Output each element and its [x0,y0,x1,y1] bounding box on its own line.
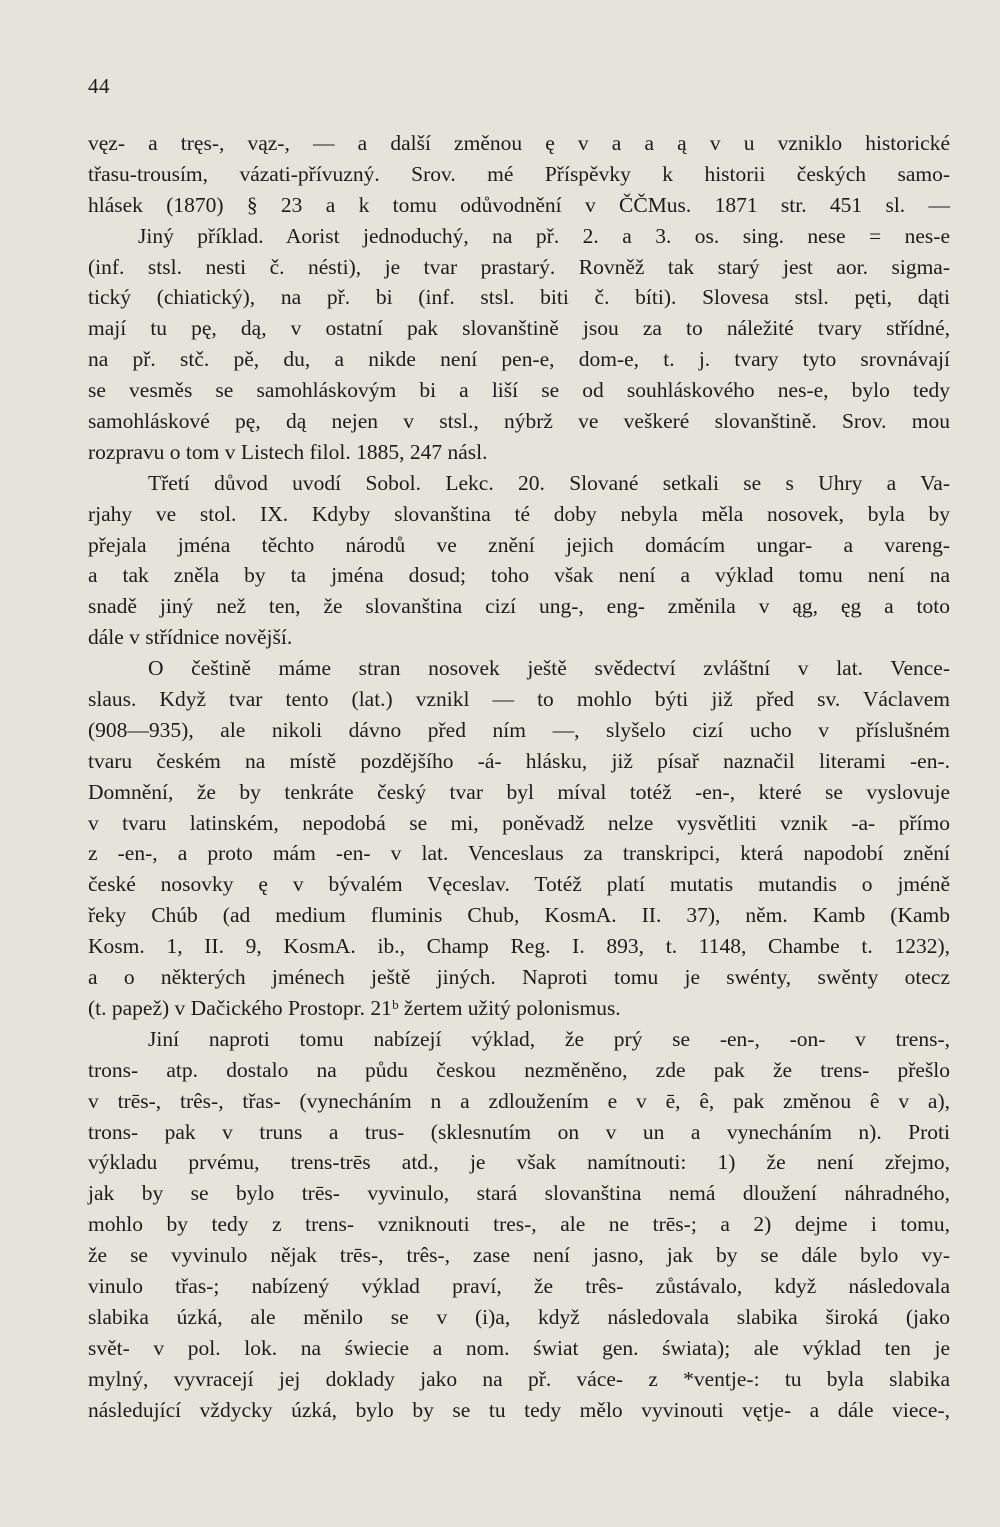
text-line: trons- atp. dostalo na půdu českou nezměněno, zde pak že trens- přešlo [88,1057,950,1082]
text-line: (t. papež) v Dačického Prostopr. 21ᵇ žertem užitý polonismus. [88,995,621,1020]
text-line: Kosm. 1, II. 9, KosmA. ib., Champ Reg. I. 893, t. 1148, Chambe t. 1232), [88,934,950,959]
text-line: rozpravu o tom v Listech filol. 1885, 247 násl. [88,439,488,464]
text-line: české nosovky ę v bývalém Vęceslav. Totéž platí mutatis mutandis o jméně [88,872,950,897]
text-line: Jiný příklad. Aorist jednoduchý, na př. 2. a 3. os. sing. nese = nes-e [138,223,950,248]
text-line: přejala jména těchto národů ve znění jejich domácím ungar- a vareng- [88,532,950,557]
text-line: samohláskové pę, dą nejen v stsl., nýbrž ve veškeré slovanštině. Srov. mou [88,409,950,434]
text-line: slaus. Když tvar tento (lat.) vznikl — to mohlo býti již před sv. Václavem [88,687,950,712]
text-line: z -en-, a proto mám -en- v lat. Venceslaus za transkripci, která napodobí znění [88,841,950,866]
page-number: 44 [88,74,110,98]
text-line: mohlo by tedy z trens- vzniknouti tres-, ale ne trēs-; a 2) dejme i tomu, [88,1212,950,1237]
text-line: snadě jiný než ten, že slovanština cizí ung-, eng- změnila v ąg, ęg a toto [88,594,950,619]
text-line: se vesměs se samohláskovým bi a liší se od souhláskového nes-e, bylo tedy [88,378,950,403]
text-line: trons- pak v truns a trus- (sklesnutím on v un a vynecháním n). Proti [88,1119,950,1144]
text-line: jak by se bylo trēs- vyvinulo, stará slovanština nemá dloužení náhradného, [88,1181,950,1206]
text-line: Jiní naproti tomu nabízejí výklad, že prý se -en-, -on- v trens-, [148,1026,950,1051]
text-line: v tvaru latinském, nepodobá se mi, poněvadž nelze vysvětliti vznik -a- přímo [88,810,950,835]
text-line: dále v střídnice novější. [88,625,293,650]
text-line: v trēs-, três-, třas- (vynecháním n a zdloužením e v ē, ê, pak změnou ê v a), [88,1088,950,1113]
text-line: (inf. stsl. nesti č. nésti), je tvar prastarý. Rovněž tak starý jest aor. sigma- [88,254,950,279]
body-text [88,128,950,1425]
text-line: a tak zněla by ta jména dosud; toho však není a výklad tomu není na [88,563,950,588]
text-line: že se vyvinulo nějak trēs-, três-, zase není jasno, jak by se dále bylo vy- [88,1243,950,1268]
text-line: hlásek (1870) § 23 a k tomu odůvodnění v ČČMus. 1871 str. 451 sl. — [88,192,950,217]
text-line: Třetí důvod uvodí Sobol. Lekc. 20. Slované setkali se s Uhry a Va- [148,470,950,495]
text-line: tický (chiatický), na př. bi (inf. stsl. biti č. bíti). Slovesa stsl. pęti, dąti [88,285,950,310]
text-line: mají tu pę, dą, v ostatní pak slovanštině jsou za to náležité tvary střídné, [88,316,950,341]
text-line: a o některých jménech ještě jiných. Naproti tomu je swénty, swěnty otecz [88,965,950,990]
text-line: na př. stč. pě, du, a nikde není pen-e, dom-e, t. j. tvary tyto srovnávají [88,347,950,372]
text-line: tvaru českém na místě pozdějšího -á- hlásku, již písař naznačil literami -en-. [88,748,950,773]
text-line: vęz- a tręs-, vąz-, — a další změnou ę v a a ą v u vzniklo historické [88,131,950,155]
text-line: mylný, vyvracejí jej doklady jako na př. váce- z *ventje-: tu byla slabika [88,1366,950,1391]
text-line: (908—935), ale nikoli dávno před ním —, slyšelo cizí ucho v příslušném [88,717,950,742]
text-line: řeky Chúb (ad medium fluminis Chub, KosmA. II. 37), něm. Kamb (Kamb [88,903,950,928]
text-line: vinulo třas-; nabízený výklad praví, že três- zůstávalo, když následovala [88,1273,950,1298]
text-line: výkladu prvému, trens-trēs atd., je však namítnouti: 1) že není zřejmo, [88,1150,950,1175]
text-line: slabika úzká, ale měnilo se v (i)a, když následovala slabika široká (jako [88,1304,950,1329]
text-line: následující vždycky úzká, bylo by se tu tedy mělo vyvinouti vętje- a dále viece-, [88,1397,950,1422]
text-line: svět- v pol. lok. na świecie a nom. świat gen. świata); ale výklad ten je [88,1335,950,1360]
text-line: Domnění, že by tenkráte český tvar byl míval totéž -en-, které se vyslovuje [88,779,950,804]
text-line: O češtině máme stran nosovek ještě svědectví zvláštní v lat. Vence- [148,656,950,681]
text-line: rjahy ve stol. IX. Kdyby slovanština té doby nebyla měla nosovek, byla by [88,501,950,526]
text-line: třasu-trousím, vázati-přívuzný. Srov. mé Příspěvky k historii českých samo- [88,161,950,186]
